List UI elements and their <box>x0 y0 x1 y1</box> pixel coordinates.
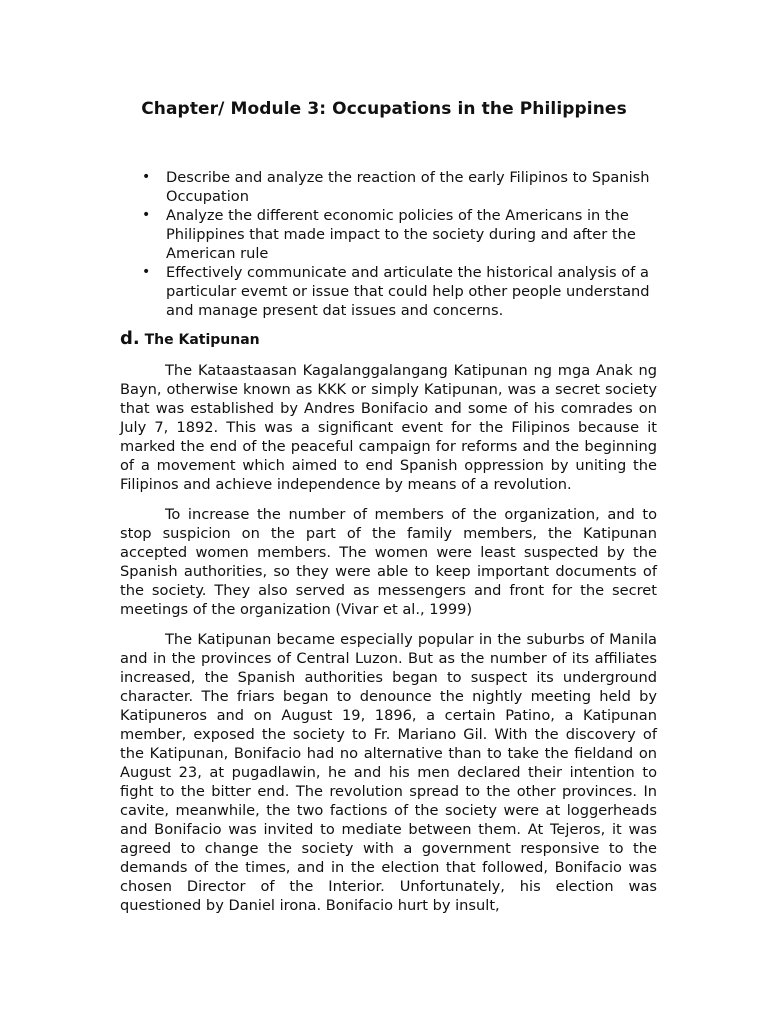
objective-text: Describe and analyze the reaction of the early Filipinos to Spanish Occupation <box>166 169 650 205</box>
section-heading-text: The Katipunan <box>144 332 260 348</box>
section-letter: d. <box>120 328 140 349</box>
paragraph: To increase the number of members of the organization, and to stop suspicion on the part of the family members, the Katipunan accepted women members. The women were least suspected by the Spanish authorities, so they were able to keep important documents of the society. They also served as messengers and front for the secret meetings of the organization (Vivar et al., 1999) <box>120 506 657 618</box>
bullet-icon: • <box>142 207 151 223</box>
bullet-icon: • <box>142 169 151 185</box>
section-heading <box>120 328 260 349</box>
paragraph: The Kataastaasan Kagalanggalangang Katipunan ng mga Anak ng Bayn, otherwise known as KKK or simply Katipunan, was a secret society that was established by Andres Bonifacio and some of his comrades on July 7, 1892. This was a significant event for the Filipinos because it marked the end of the peaceful campaign for reforms and the beginning of a movement which aimed to end Spanish oppression by uniting the Filipinos and achieve independence by means of a revolution. <box>120 362 657 493</box>
objectives-list <box>120 168 680 320</box>
bullet-icon: • <box>142 264 151 280</box>
list-item <box>120 168 680 206</box>
objective-text: Analyze the different economic policies of the Americans in the Philippines that made impact to the society during and after the American rule <box>166 207 636 262</box>
body-text <box>120 361 657 926</box>
paragraph: The Katipunan became especially popular in the suburbs of Manila and in the provinces of Central Luzon. But as the number of its affiliates increased, the Spanish authorities began to suspect its underground character. The friars began to denounce the nightly meeting held by Katipuneros and on August 19, 1896, a certain Patino, a Katipunan member, exposed the society to Fr. Mariano Gil. With the discovery of the Katipunan, Bonifacio had no alternative than to take the fieldand on August 23, at pugadlawin, he and his men declared their intention to fight to the bitter end. The revolution spread to the other provinces. In cavite, meanwhile, the two factions of the society were at loggerheads and Bonifacio was invited to mediate between them. At Tejeros, it was agreed to change the society with a government responsive to the demands of the times, and in the election that followed, Bonifacio was chosen Director of the Interior. Unfortunately, his election was questioned by Daniel irona. Bonifacio hurt by insult, <box>120 631 657 914</box>
list-item <box>120 206 680 263</box>
page-title: Chapter/ Module 3: Occupations in the Philippines <box>141 99 627 119</box>
objective-text: Effectively communicate and articulate the historical analysis of a particular evemt or issue that could help other people understand and manage present dat issues and concerns. <box>166 264 650 319</box>
list-item <box>120 263 680 320</box>
